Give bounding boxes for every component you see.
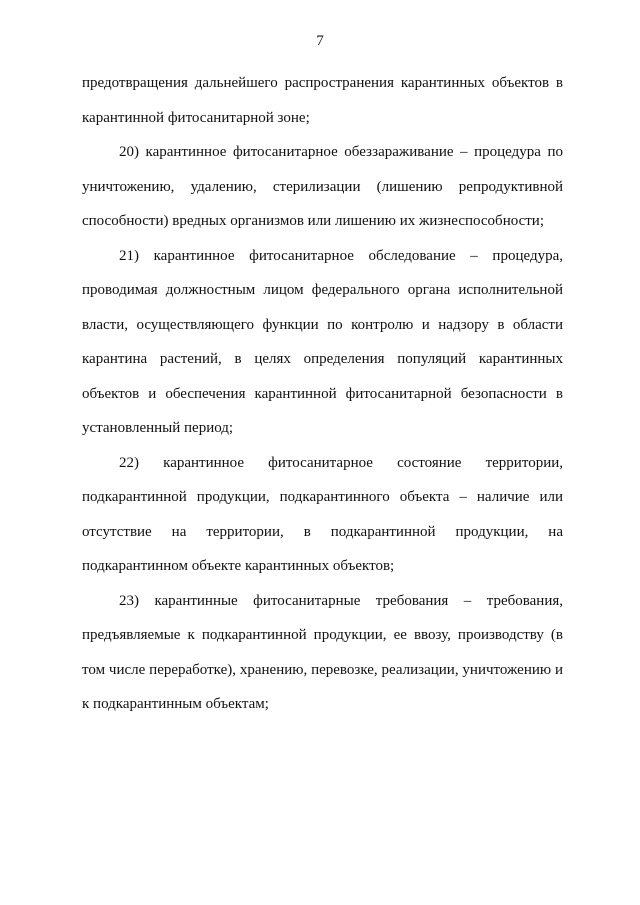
paragraph-item-20 bbox=[82, 135, 563, 239]
text-line: карантинной фитосанитарной зоне; bbox=[82, 109, 310, 126]
paragraph-item-23 bbox=[82, 584, 563, 722]
paragraph-continuation bbox=[82, 66, 563, 135]
text-line: 21) карантинное фитосанитарное обследование – процедура, bbox=[119, 247, 563, 264]
document-body bbox=[82, 66, 563, 722]
text-line: 22) карантинное фитосанитарное состояние территории, bbox=[119, 454, 563, 471]
text-line: власти, осуществляющего функции по контролю и надзору в области bbox=[82, 316, 563, 333]
text-line: объектов и обеспечения карантинной фитосанитарной безопасности в bbox=[82, 385, 563, 402]
text-line: установленный период; bbox=[82, 420, 234, 436]
text-line: проводимая должностным лицом федерального органа исполнительной bbox=[82, 282, 563, 298]
paragraph-item-21 bbox=[82, 239, 563, 446]
text-line: карантина растений, в целях определения популяций карантинных bbox=[82, 351, 563, 367]
text-line: способности) вредных организмов или лишению их жизнеспособности; bbox=[82, 213, 544, 229]
text-line: 23) карантинные фитосанитарные требования – требования, bbox=[119, 592, 563, 609]
paragraph-item-22 bbox=[82, 446, 563, 584]
text-line: уничтожению, удалению, стерилизации (лишению репродуктивной bbox=[82, 178, 563, 195]
text-line: подкарантинной продукции, подкарантинного объекта – наличие или bbox=[82, 489, 563, 505]
text-line: том числе переработке), хранению, перевозке, реализации, уничтожению и bbox=[82, 661, 563, 678]
text-line: подкарантинном объекте карантинных объектов; bbox=[82, 558, 395, 574]
text-line: предъявляемые к подкарантинной продукции, ее ввозу, производству (в bbox=[82, 627, 563, 643]
text-line: к подкарантинным объектам; bbox=[82, 696, 269, 712]
text-line: предотвращения дальнейшего распространения карантинных объектов в bbox=[82, 75, 563, 91]
text-line: 20) карантинное фитосанитарное обеззараживание – процедура по bbox=[119, 144, 563, 160]
page-number: 7 bbox=[316, 33, 324, 49]
text-line: отсутствие на территории, в подкарантинной продукции, на bbox=[82, 523, 563, 540]
